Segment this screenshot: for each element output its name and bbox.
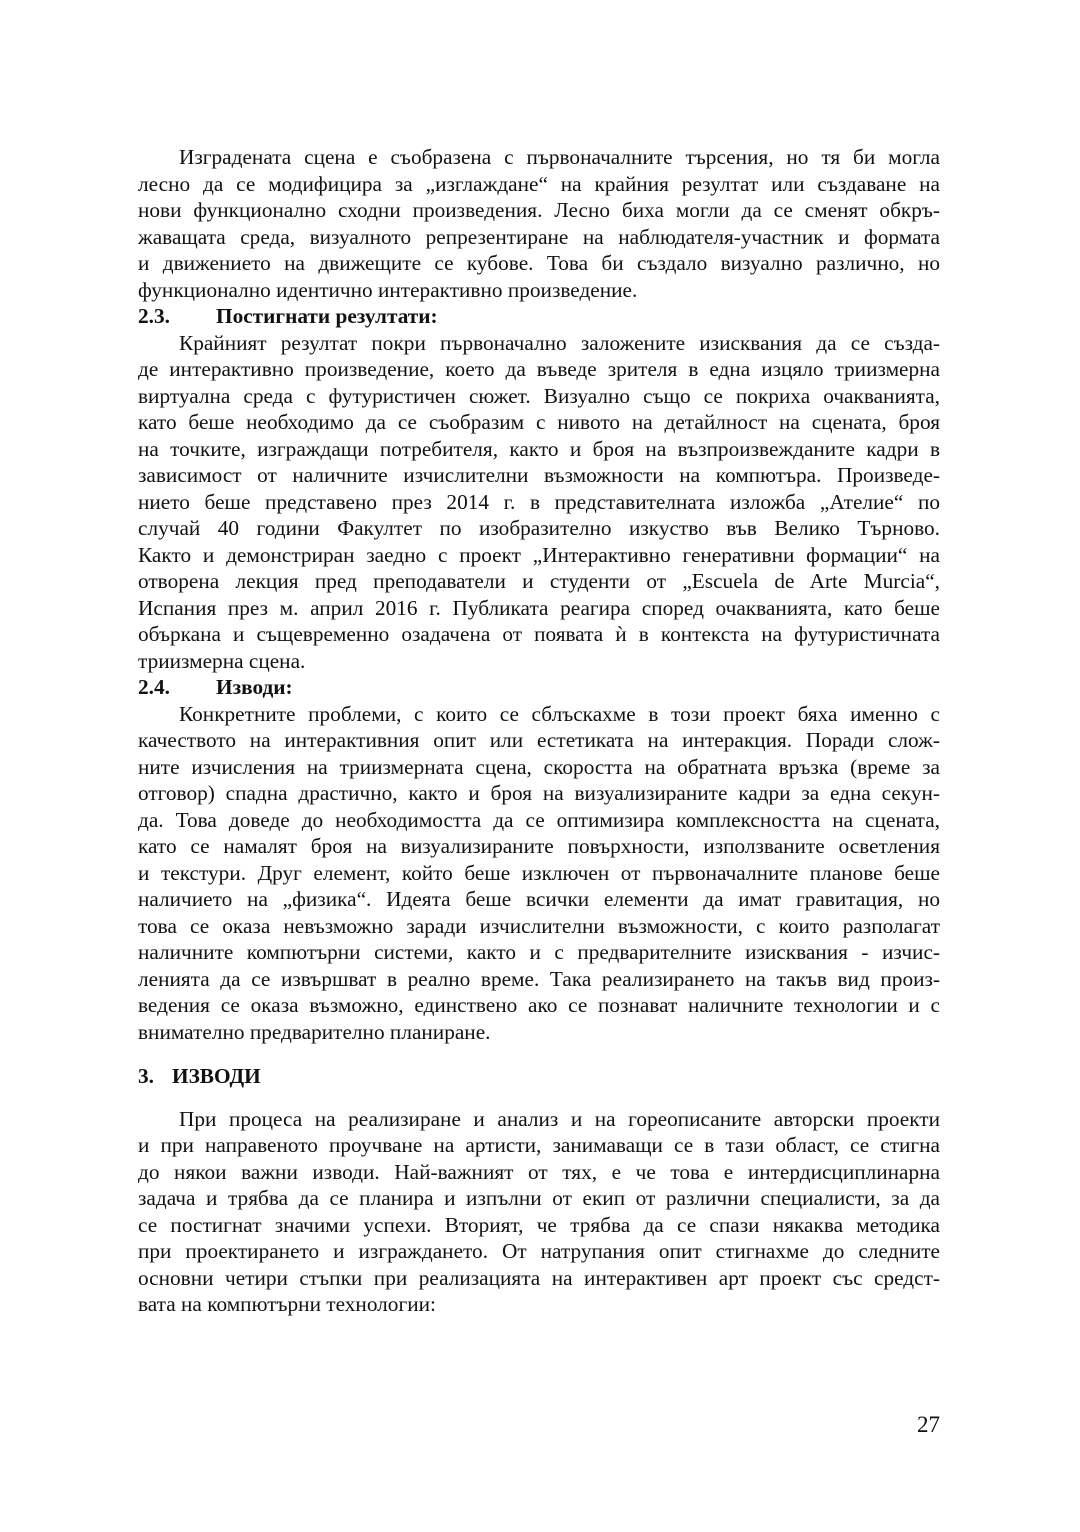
heading-number: 3. xyxy=(138,1064,154,1088)
text-line: триизмерна сцена. xyxy=(138,648,306,673)
text-line: се постигнат значими успехи. Вторият, че трябва да се спази някаква методика xyxy=(138,1212,940,1237)
text-line: жаващата среда, визуалното репрезентиране на наблюдателя-участник и формата xyxy=(138,224,940,249)
heading-title: Изводи: xyxy=(216,675,293,699)
text-line: наличните компютърни системи, както и с предварителните изисквания - изчис- xyxy=(138,940,940,964)
subsection-heading-2-4 xyxy=(138,674,940,701)
text-line: объркана и същевременно озадачена от появата ѝ в контекста на футуристичната xyxy=(138,622,940,646)
text-line: При процеса на реализиране и анализ и на гореописаните авторски проекти xyxy=(179,1106,940,1131)
text-line: отворена лекция пред преподаватели и студенти от „Escuela de Arte Murcia“, xyxy=(138,569,940,593)
paragraph-conclusions-problems xyxy=(138,701,940,1046)
text-line: това се оказа невъзможно заради изчислителни възможности, с които разполагат xyxy=(138,913,940,938)
text-line: на точките, изграждащи потребителя, както и броя на възпроизвежданите кадри в xyxy=(138,436,940,461)
paragraph-final-conclusions xyxy=(138,1106,940,1318)
text-line: де интерактивно произведение, което да въведе зрителя в една изцяло триизмерна xyxy=(138,357,940,381)
text-line: отговор) спадна драстично, както и броя на визуализираните кадри за една секун- xyxy=(138,781,940,805)
text-line: лесно да се модифицира за „изглаждане“ на крайния резултат или създаване на xyxy=(138,171,940,196)
text-line: виртуална среда с футуристичен сюжет. Визуално също се покриха очакванията, xyxy=(138,383,940,408)
paragraph-results xyxy=(138,330,940,675)
heading-number: 2.3. xyxy=(138,304,170,328)
text-line: основни четири стъпки при реализацията на интерактивен арт проект със средст- xyxy=(138,1265,940,1290)
subsection-heading-2-3 xyxy=(138,303,940,330)
text-line: качеството на интерактивния опит или естетиката на интеракция. Поради слож- xyxy=(138,728,940,752)
text-line: нови функционално сходни произведения. Лесно биха могли да се сменят обкръ- xyxy=(138,198,940,222)
text-line: зависимост от наличните изчислителни възможности на компютъра. Произведе- xyxy=(138,463,940,487)
text-line: случай 40 години Факултет по изобразително изкуство във Велико Търново. xyxy=(138,516,940,540)
text-line: нието беше представено през 2014 г. в представителната изложба „Ателие“ по xyxy=(138,489,940,514)
text-line: вата на компютърни технологии: xyxy=(138,1292,436,1316)
heading-number: 2.4. xyxy=(138,675,170,699)
text-line: до някои важни изводи. Най-важният от тях, е че това е интердисциплинарна xyxy=(138,1159,940,1184)
text-line: и движението на движещите се кубове. Това би създало визуално различно, но xyxy=(138,251,940,275)
text-line: задача и трябва да се планира и изпълни от екип от различни специалисти, за да xyxy=(138,1186,940,1210)
text-line: ленията да се извършват в реално време. Така реализирането на такъв вид произ- xyxy=(138,966,940,991)
text-line: като се намалят броя на визуализираните повърхности, използваните осветления xyxy=(138,834,940,858)
page-content xyxy=(138,144,940,1318)
page-number: 27 xyxy=(917,1412,940,1437)
text-line: Конкретните проблеми, с които се сблъскахме в този проект бяха именно с xyxy=(179,701,940,726)
text-line: и при направеното проучване на артисти, занимаващи се в тази област, се стигна xyxy=(138,1133,940,1157)
text-line: внимателно предварително планиране. xyxy=(138,1019,491,1044)
text-line: наличието на „физика“. Идеята беше всички елементи да имат гравитация, но xyxy=(138,887,940,911)
text-line: да. Това доведе до необходимостта да се оптимизира комплексността на сцената, xyxy=(138,807,940,832)
heading-title: Постигнати резултати: xyxy=(216,304,438,328)
paragraph-scene-description xyxy=(138,144,940,303)
text-line: Испания през м. април 2016 г. Публиката реагира според очакванията, като беше xyxy=(138,595,940,620)
text-line: ведения се оказа възможно, единствено ако се познават наличните технологии и с xyxy=(138,993,940,1017)
text-line: Изградената сцена е съобразена с първоначалните търсения, но тя би могла xyxy=(179,145,940,169)
text-line: като беше необходимо да се съобразим с нивото на детайлност на сцената, броя xyxy=(138,410,940,434)
section-heading-3 xyxy=(138,1063,940,1090)
text-line: при проектирането и изграждането. От натрупания опит стигнахме до следните xyxy=(138,1239,940,1263)
text-line: Крайният резултат покри първоначално заложените изисквания да се създа- xyxy=(179,330,940,355)
text-line: Както и демонстриран заедно с проект „Интерактивно генеративни формации“ на xyxy=(138,542,940,567)
heading-title: ИЗВОДИ xyxy=(172,1064,261,1088)
text-line: ните изчисления на триизмерната сцена, скоростта на обратната връзка (време за xyxy=(138,754,940,779)
text-line: и текстури. Друг елемент, който беше изключен от първоначалните планове беше xyxy=(138,860,940,885)
text-line: функционално идентично интерактивно произведение. xyxy=(138,277,638,302)
